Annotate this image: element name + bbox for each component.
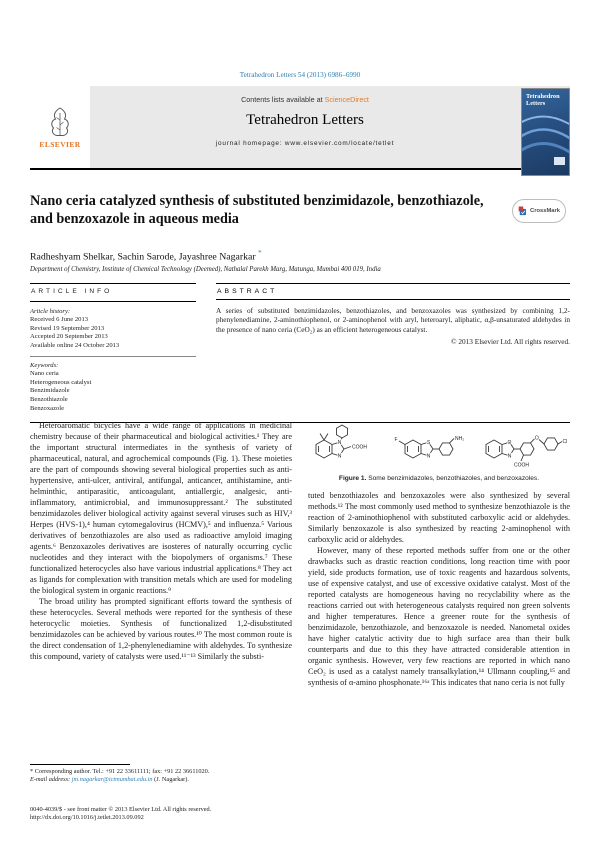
crossmark-icon (518, 204, 527, 218)
body-paragraph: The broad utility has prompted significant efforts toward the synthesis of these heterocycles. Several methods were reported for the synthesis of these heterocyclic moieties. Synthesis of functionalized 1,2-disubstituted benzimidazoles can be achieved by various routes.¹⁰ The most common route is the direct condensation of 1,2-phenylenediamine with aldehydes. To synthesize this compound, variety of catalysts were used.¹¹⁻¹³ Similarly the substi- (30, 597, 292, 661)
keywords-block (30, 362, 196, 414)
history-item: Revised 19 September 2013 (30, 324, 105, 332)
history-item: Accepted 20 September 2013 (30, 333, 108, 341)
atom-label: Cl (562, 439, 568, 445)
article-history (30, 308, 196, 351)
info-abstract-section (30, 283, 570, 423)
journal-cover-thumbnail[interactable] (521, 88, 570, 176)
contents-line (94, 95, 516, 104)
affiliation: Department of Chemistry, Institute of Chemical Technology (Deemed), Nathalal Parekh Marg, Matunga, Mumbai 400 019, India (30, 266, 381, 273)
cover-title (522, 89, 569, 107)
body-left-column (30, 420, 292, 688)
info-divider (30, 356, 196, 357)
article-body (30, 420, 570, 688)
elsevier-wordmark: ELSEVIER (39, 139, 81, 149)
figure-caption (308, 475, 570, 482)
contents-prefix: Contents lists available at (241, 95, 325, 104)
email-line (30, 776, 292, 784)
article-title: Nano ceria catalyzed synthesis of substituted benzimidazole, benzothiazole, and benzoxazole in aqueous media (30, 193, 484, 227)
corresponding-author-mark[interactable]: * (258, 249, 262, 257)
atom-label: F (394, 437, 398, 443)
atom-label: COOH (352, 444, 367, 451)
sciencedirect-link[interactable]: ScienceDirect (324, 95, 369, 104)
keyword-item: Heterogeneous catalyst (30, 378, 92, 386)
keyword-item: Benzothiazole (30, 395, 68, 403)
figure-caption-text: Some benzimidazoles, benzothiazoles, and benzoxazoles. (366, 475, 540, 482)
journal-citation-link[interactable]: Tetrahedron Letters 54 (2013) 6986–6990 (239, 71, 361, 79)
atom-label: S (426, 440, 431, 447)
atom-label: O (507, 440, 512, 447)
article-info-heading: ARTICLE INFO (30, 283, 196, 302)
cover-title-line2: Letters (526, 100, 546, 108)
author-names: Radheshyam Shelkar, Sachin Sarode, Jayashree Nagarkar (30, 251, 256, 263)
body-right-column (308, 420, 570, 688)
journal-title: Tetrahedron Letters (246, 112, 364, 128)
abstract-text: A series of substituted benzimidazoles, benzothiazoles, and benzoxazoles was synthesized by combining 1,2-phenylenediamine, 2-aminothiophenol, or 2-aminophenol with aryl, heteroaryl, aliphatic, α,β-unsaturated aldehydes in the presence of nano ceria (CeO₂) as an efficient heterogeneous catalyst. (216, 306, 570, 334)
benzimidazole-structure (316, 425, 351, 458)
corresponding-author-note: * Corresponding author. Tel.: +91 22 33611111; fax: +91 22 36611020. (30, 768, 210, 775)
elsevier-logo[interactable] (30, 86, 90, 168)
abstract-column (216, 283, 570, 413)
atom-label: N (337, 440, 342, 447)
elsevier-tree-icon (47, 106, 73, 138)
issn-rights-line: 0040-4039/$ - see front matter © 2013 Elsevier Ltd. All rights reserved. (30, 806, 212, 813)
atom-label: N (337, 453, 342, 460)
cover-art (522, 107, 569, 169)
doi-link[interactable]: http://dx.doi.org/10.1016/j.tetlet.2013.09.092 (30, 814, 144, 822)
footnote (30, 764, 292, 784)
history-item: Received 6 June 2013 (30, 316, 89, 324)
crossmark-badge[interactable] (512, 199, 566, 223)
crossmark-label: CrossMark (530, 208, 560, 214)
page-footer (30, 806, 570, 823)
atom-label: O (534, 435, 539, 442)
body-paragraph: tuted benzothiazoles and benzoxazoles were also synthesized by several methods.¹² The most commonly used method to synthesize benzothiazole is the reaction of 2-aminothiophenol with substituted carboxylic acid or aldehydes. Similarly benzoxazole is also synthesized by reacting 2-aminophenol with carboxylic acid or aldehydes. (308, 491, 570, 544)
email-link[interactable]: jm.nagarkar@ictmumbai.edu.in (71, 776, 153, 784)
header-rule (30, 168, 570, 170)
atom-label: NH₂ (455, 435, 465, 442)
keywords-label: Keywords: (30, 361, 59, 369)
cover-title-line1: Tetrahedron (526, 93, 560, 100)
chemical-structures (308, 420, 570, 472)
atom-label: COOH (514, 462, 529, 469)
journal-homepage-link[interactable]: journal homepage: www.elsevier.com/locate/tetlet (215, 140, 395, 147)
figure-caption-label: Figure 1. (338, 475, 367, 482)
authors-line (30, 249, 262, 262)
abstract-heading: ABSTRACT (216, 283, 570, 300)
footnote-rule (30, 764, 130, 765)
history-label: Article history: (30, 307, 71, 315)
keyword-item: Benzoxazole (30, 404, 65, 412)
email-suffix: (J. Nagarkar). (152, 776, 189, 784)
figure-1 (308, 420, 570, 482)
journal-header-band (30, 86, 570, 168)
article-info-column (30, 283, 196, 413)
benzoxazole-structure (486, 435, 562, 461)
header-center (94, 86, 516, 168)
email-label: E-mail address: (30, 776, 72, 784)
body-paragraph: Heteroaromatic bicycles have a wide range of applications in medicinal chemistry because of their pharmaceutical and biological activities.¹ They are the important structural intermediates in the synthesis of variety of pharmaceutical, natural, and agrochemical compounds (Fig. 1). These moieties are the part of compounds showing several biological properties such as anti-hypertensive, anti-ulcer, antiviral, antifungal, anticancer, antihistamine, anti-helminthic, antiparasitic, anticoagulant, antiallergic, analgesic, anti-inflammatory, antimicrobial, and immunosuppressant.² The substituted benzimidazoles deliver biological activity against several viruses such as HIV,³ Herpes (HVS-1),⁴ human cytomegalovirus (HCMV),⁵ and influenza.⁵ Various derivatives of benzothiazoles are also used as radioactive amyloid imaging agents.⁶ Benzoxazoles derivatives are isosteres of naturally occurring cyclic nucleotides and they interact with the biopolymers of organisms.⁷ These functionalized heterocycles also have various industrial applications.⁸ They act as ligands for complexation with transition metals which are used for modeling the biological system in organic reactions.⁹ (30, 421, 292, 595)
abstract-copyright: © 2013 Elsevier Ltd. All rights reserved. (450, 337, 570, 347)
history-item: Available online 24 October 2013 (30, 341, 120, 349)
keyword-item: Benzimidazole (30, 387, 70, 395)
keyword-item: Nano ceria (30, 370, 59, 378)
atom-label: N (507, 453, 512, 460)
atom-label: N (426, 453, 431, 460)
body-paragraph: However, many of these reported methods suffer from one or the other drawbacks such as drastic reaction conditions, long reaction time with poor yield, side products formation, use of toxic reagents and hazardous solvents, use of expensive catalyst, and use of excessive oxidative catalyst. Most of the reported catalysts are homogeneous having no recyclability where as the reactions carried out with heterogeneous catalysts required non green solvents and higher temperatures. Hence a greener route for the synthesis of benzimidazole, benzothiazole, and benzoxazole is needed. Nanometal oxides have higher catalytic activity due to high surface area than their bulk counterparts and due to this they have attracted considerable attention in organic synthesis. However, very few reactions are reported in which nano CeO₂ is used as a catalyst namely transalkylation,¹⁴ Ullmann coupling,¹⁵ and synthesis of α-amino phosphonate.¹⁶ᵃ This indicates that nano ceria is not fully (308, 546, 570, 687)
